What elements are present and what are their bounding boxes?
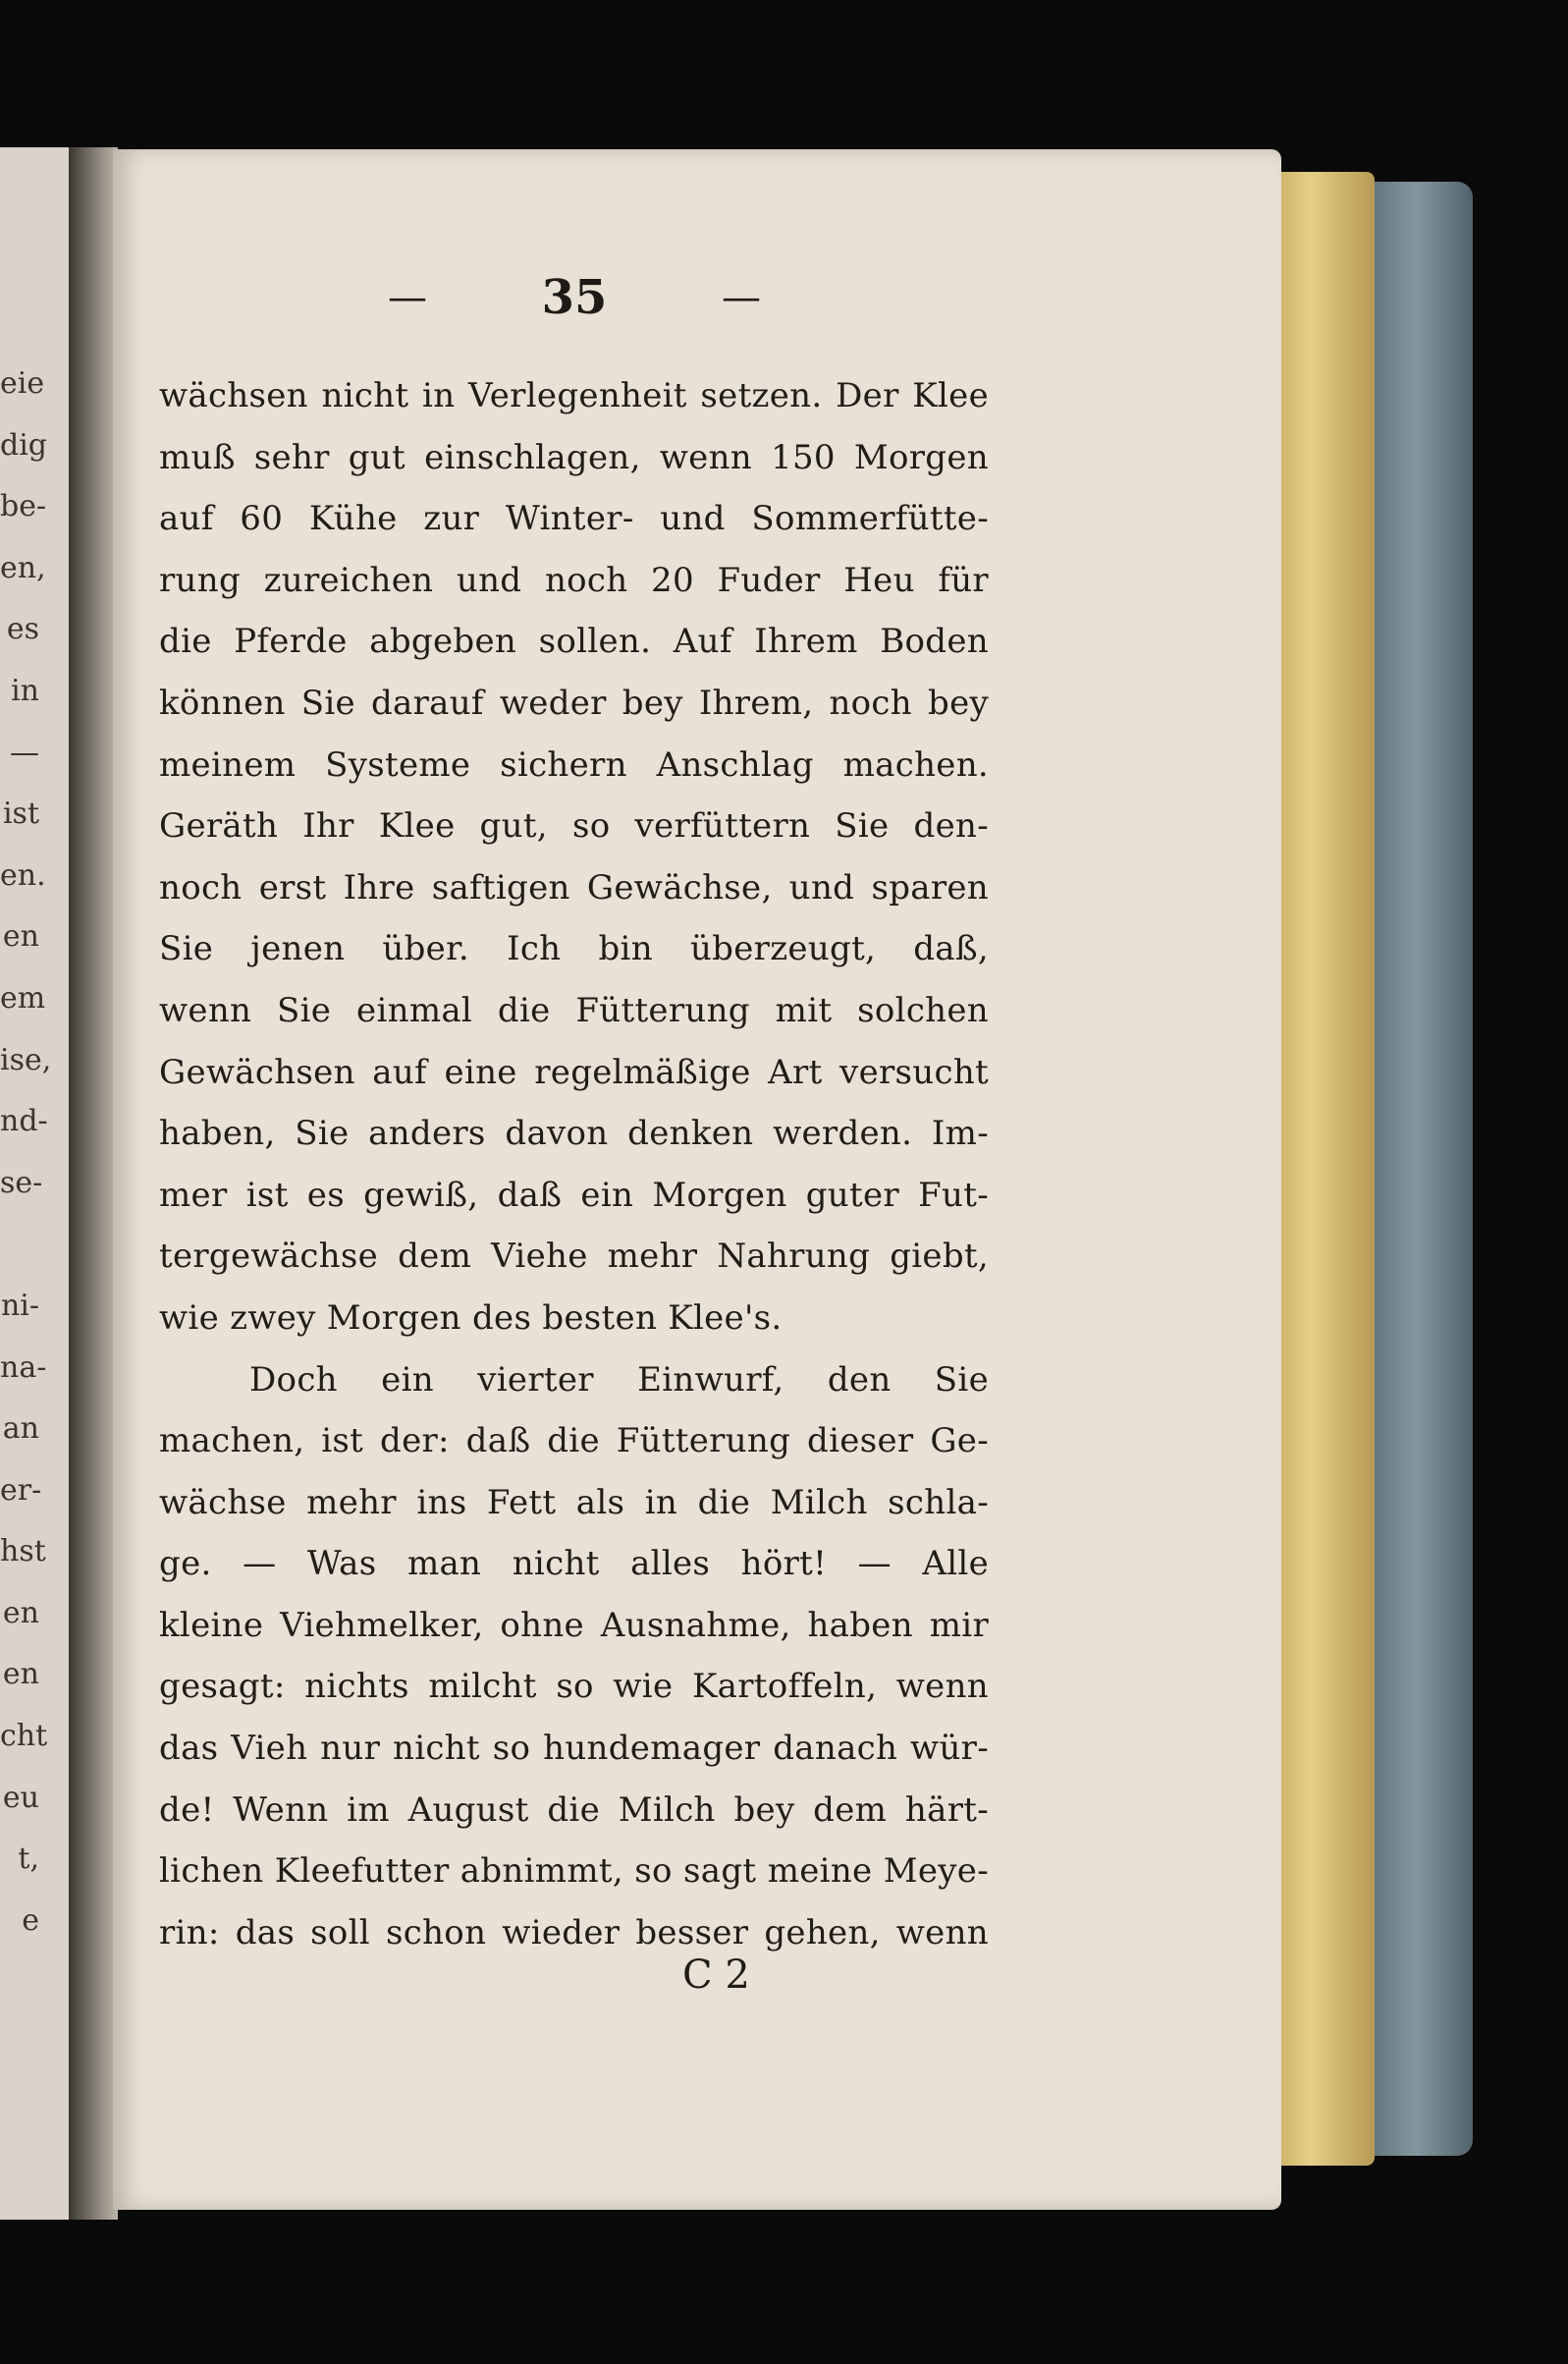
text-line: machen, ist der: daß die Fütterung dieser Ge-: [159, 1421, 989, 1461]
text-line: Geräth Ihr Klee gut, so verfüttern Sie den-: [159, 806, 989, 847]
left-fragment-line: in: [11, 673, 39, 708]
left-fragment-line: en: [2, 1595, 39, 1630]
left-fragment-line: na-: [0, 1349, 47, 1385]
page-body-text: [159, 365, 989, 1963]
left-fragment-line: hst: [0, 1534, 46, 1569]
text-line: auf 60 Kühe zur Winter- und Sommerfütte-: [159, 499, 989, 539]
gilt-page-edge: [1267, 172, 1375, 2166]
left-fragment-line: ni-: [0, 1288, 39, 1323]
left-fragment-line: er-: [0, 1472, 42, 1508]
left-fragment-line: es: [6, 612, 39, 647]
text-line: noch erst Ihre saftigen Gewächse, und sparen: [159, 867, 989, 907]
text-line-paragraph-start: Doch ein vierter Einwurf, den Sie: [249, 1359, 989, 1400]
left-fragment-line: t,: [18, 1842, 39, 1877]
left-fragment-line: en: [2, 919, 39, 955]
left-fragment-line: dig: [0, 427, 48, 463]
text-line: die Pferde abgeben sollen. Auf Ihrem Boden: [159, 622, 989, 662]
text-line: kleine Viehmelker, ohne Ausnahme, haben mir: [159, 1605, 989, 1645]
text-line: meinem Systeme sichern Anschlag machen.: [159, 744, 989, 785]
left-fragment-line: eie: [0, 366, 45, 401]
left-fragment-line: em: [0, 980, 46, 1016]
left-fragment-line: en,: [0, 550, 46, 585]
text-line: de! Wenn im August die Milch bey dem härt-: [159, 1789, 989, 1830]
page-number: 35: [541, 270, 608, 325]
text-line: gesagt: nichts milcht so wie Kartoffeln, wenn: [159, 1667, 989, 1707]
left-fragment-line: nd-: [0, 1104, 48, 1139]
text-line: tergewächse dem Viehe mehr Nahrung giebt,: [159, 1237, 989, 1277]
left-fragment-line: [0, 1214, 39, 1276]
text-line: wächse mehr ins Fett als in die Milch schla-: [159, 1482, 989, 1522]
book-gutter: [69, 147, 118, 2220]
text-line: muß sehr gut einschlagen, wenn 150 Morgen: [159, 437, 989, 477]
page-header: [388, 270, 761, 325]
left-fragment-line: se-: [0, 1165, 43, 1200]
text-line: das Vieh nur nicht so hundemager danach wür-: [159, 1729, 989, 1769]
text-line: rin: das soll schon wieder besser gehen, wenn: [159, 1912, 989, 1952]
left-fragment-line: be-: [0, 489, 47, 524]
text-line: Sie jenen über. Ich bin überzeugt, daß,: [159, 929, 989, 969]
left-fragment-line: ist: [2, 797, 39, 832]
left-fragment-line: an: [2, 1411, 39, 1447]
text-line: haben, Sie anders davon denken werden. Im-: [159, 1114, 989, 1154]
signature-mark: C 2: [682, 1952, 750, 1998]
left-fragment-line: cht: [0, 1719, 48, 1754]
header-dash-right: —: [721, 275, 761, 320]
text-line: lichen Kleefutter abnimmt, so sagt meine Meye-: [159, 1851, 989, 1892]
text-line-paragraph-end: wie zwey Morgen des besten Klee's.: [159, 1297, 783, 1338]
left-fragment-line: eu: [2, 1780, 39, 1815]
left-fragment-line: e: [22, 1902, 39, 1938]
text-line: wächsen nicht in Verlegenheit setzen. Der Klee: [159, 376, 989, 415]
left-fragment-line: en.: [0, 857, 46, 893]
text-line: wenn Sie einmal die Fütterung mit solchen: [159, 990, 989, 1030]
left-fragment-line: en: [2, 1657, 39, 1692]
text-line: können Sie darauf weder bey Ihrem, noch bey: [159, 683, 989, 723]
left-fragment-line: —: [10, 735, 39, 770]
text-line: mer ist es gewiß, daß ein Morgen guter Fut-: [159, 1175, 989, 1215]
left-page-text-fragments: [0, 354, 52, 1952]
header-dash-left: —: [388, 275, 427, 320]
text-line: Gewächsen auf eine regelmäßige Art versucht: [159, 1052, 989, 1092]
left-fragment-line: ise,: [0, 1042, 52, 1077]
text-line: rung zureichen und noch 20 Fuder Heu für: [159, 560, 989, 600]
text-line: ge. — Was man nicht alles hört! — Alle: [159, 1544, 989, 1584]
book-cover-edge: [1360, 182, 1473, 2156]
